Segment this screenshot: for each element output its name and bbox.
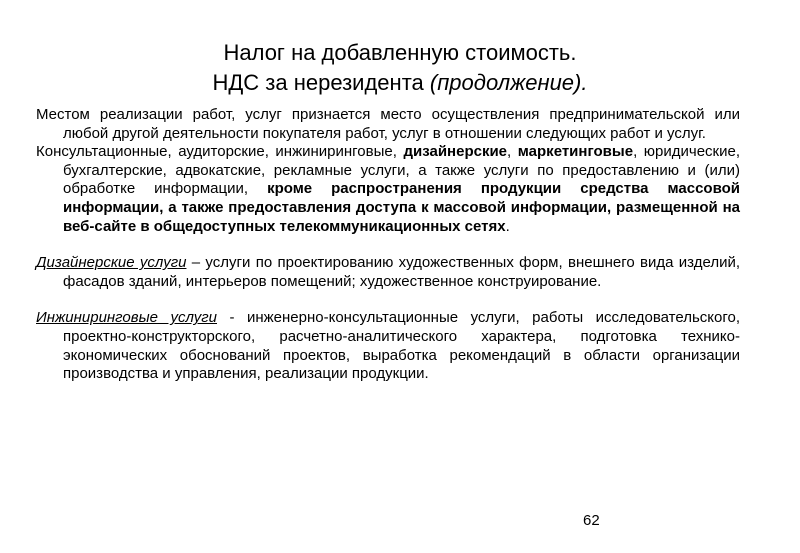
page-number: 62 bbox=[583, 512, 600, 529]
services-text-4: . bbox=[505, 217, 510, 235]
slide-body bbox=[36, 106, 740, 384]
title-line-2-italic: (продолжение). bbox=[429, 70, 588, 95]
services-bold-exception: кроме распространения продукции средства массовой информации, а также предоставления доступа к массовой информации, размещенной на веб-сайте в общедоступных телекоммуникационных сетях bbox=[63, 180, 740, 235]
services-bold-design: дизайнерские bbox=[403, 143, 508, 161]
engineering-services-definition: - инженерно-консультационные услуги, работы исследовательского, проектно-конструкторского, расчетно-аналитического характера, подготовка технико-экономических обоснований проектов, выработка рекомендаций в области организации производства и управления, реализации продукции. bbox=[63, 309, 740, 383]
spacer bbox=[36, 236, 740, 254]
paragraph-engineering-services bbox=[36, 309, 740, 383]
title-line-2 bbox=[0, 68, 800, 98]
title-line-2-text: НДС за нерезидента bbox=[212, 70, 430, 95]
term-engineering-services: Инжиниринговые услуги bbox=[36, 309, 217, 327]
slide-title bbox=[0, 38, 800, 98]
services-text-2: , bbox=[507, 143, 518, 161]
paragraph-services-list bbox=[36, 143, 740, 236]
title-line-1: Налог на добавленную стоимость. bbox=[223, 40, 577, 65]
services-bold-marketing: маркетинговые bbox=[517, 143, 634, 161]
paragraph-design-services bbox=[36, 254, 740, 291]
design-services-definition: – услуги по проектированию художественных форм, внешнего вида изделий, фасадов зданий, интерьеров помещений; художественное конструирование. bbox=[63, 254, 741, 290]
term-design-services: Дизайнерские услуги bbox=[36, 254, 187, 272]
spacer bbox=[36, 291, 740, 309]
paragraph-place-of-sale: Местом реализации работ, услуг признается место осуществления предпринимательской или любой другой деятельности покупателя работ, услуг в отношении следующих работ и услуг. bbox=[36, 106, 740, 142]
services-text-1: Консультационные, аудиторские, инжиниринговые, bbox=[36, 143, 404, 161]
services-text-3: , юридические, бухгалтерские, адвокатские, рекламные услуги, а также услуги по предоставлению и (или) обработке информации, bbox=[63, 143, 741, 198]
